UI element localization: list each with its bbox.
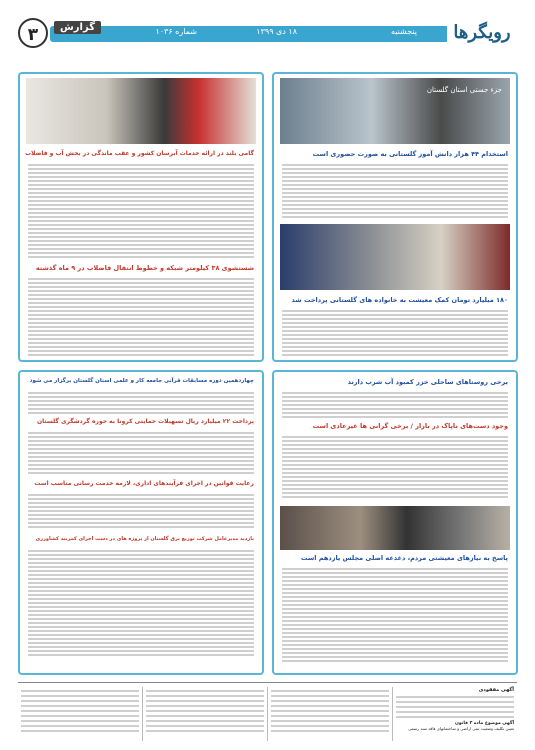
article-body <box>28 548 254 670</box>
article-photo-meeting <box>280 224 510 290</box>
article-body <box>28 492 254 532</box>
section-label: گزارش <box>54 21 101 34</box>
article-body <box>282 308 508 358</box>
article-box-top-right <box>272 72 518 362</box>
article-body <box>28 162 254 262</box>
article-body <box>282 566 508 670</box>
ad-note: تعیین تکلیف وضعیت ثبتی اراضی و ساختمانهای فاقد سند رسمی <box>408 726 514 731</box>
ad-column <box>18 687 142 741</box>
page-header <box>18 18 517 48</box>
article-body <box>28 390 254 416</box>
article-photo-parliament <box>280 506 510 550</box>
ad-column <box>392 687 517 741</box>
ad-title: آگهی موضوع ماده ۳ قانون <box>455 721 514 726</box>
article-photo-official <box>280 78 510 144</box>
article-body <box>28 276 254 358</box>
article-title: شستشوی ۳۸ کیلومتر شبکه و خطوط انتقال فاضلاب در ۹ ماه گذشته <box>35 264 254 272</box>
article-title: پاسخ به نیازهای معیشتی مردم، دغدغه اصلی مجلس یازدهم است <box>301 554 508 562</box>
article-body <box>282 390 508 420</box>
page-number: ۳ <box>18 18 48 48</box>
article-title: استخدام ۴۴ هزار دانش آموز گلستانی به صورت حضوری است <box>312 150 508 158</box>
article-body <box>282 434 508 504</box>
header-issue: شماره ۱۰۳۶ <box>155 27 197 36</box>
header-info-bar <box>50 26 457 42</box>
header-date: ۱۸ دی ۱۳۹۹ <box>256 27 297 36</box>
article-title: وجود دست‌های ناپاک در بازار / برخی گرانی ها غیرعادی است <box>312 422 508 430</box>
article-title: چهاردهمین دوره مسابقات قرآنی جامعه کار و علمی استان گلستان برگزار می شود <box>29 378 254 384</box>
article-box-top-left <box>18 72 264 362</box>
article-body <box>282 162 508 222</box>
newspaper-logo: رویگرها <box>447 18 517 48</box>
article-title: پرداخت ۲۲ میلیارد ریال تسهیلات حمایتی کرونا به حوزه گردشگری گلستان <box>37 418 254 425</box>
article-box-bottom-right <box>272 370 518 675</box>
ad-column <box>142 687 267 741</box>
article-body <box>28 430 254 478</box>
article-photo-manager <box>26 78 256 144</box>
ad-column <box>267 687 392 741</box>
article-title: بازدید مدیرعامل شرکت توزیع برق گلستان از پروژه های در دست اجرای کمربند کشاورزی <box>35 536 254 542</box>
article-title: رعایت قوانین در اجرای فرآیندهای اداری، لازمه خدمت رسانی مناسب است <box>34 480 254 487</box>
classified-ads-footer <box>18 682 517 745</box>
ad-title: آگهی مفقودی <box>478 687 514 693</box>
header-day: پنجشنبه <box>390 27 417 36</box>
article-box-bottom-left <box>18 370 264 675</box>
article-title: برخی روستاهای ساحلی خزر کمبود آب شرب دارند <box>347 378 508 386</box>
article-title: ۱۸۰ میلیارد تومان کمک معیشت به خانواده های گلستانی پرداخت شد <box>291 296 508 304</box>
photo-caption: جزء جستی استان گلستان <box>426 86 502 94</box>
article-title: گامی بلند در ارائه خدمات آبرسان کشور و عقب ماندگی در بخش آب و فاضلاب <box>24 150 254 157</box>
